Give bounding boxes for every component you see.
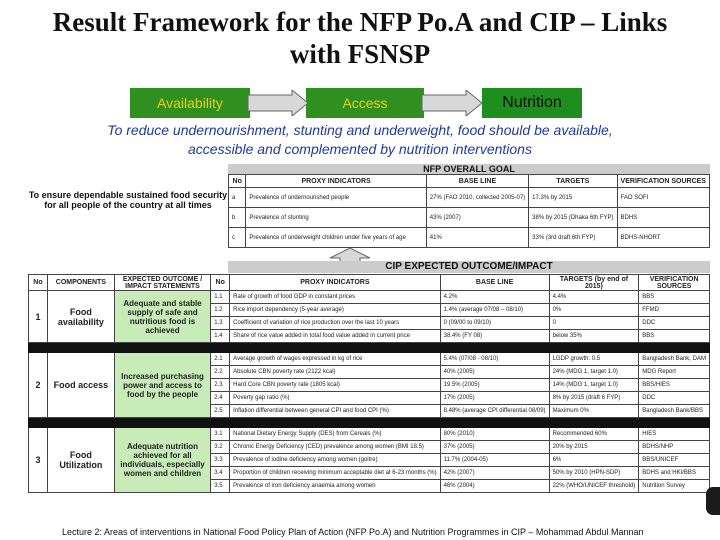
cell: 1.1	[211, 291, 230, 304]
subtitle-line-1: To reduce undernourishment, stunting and underweight, food should be available,	[107, 122, 613, 138]
table-row	[229, 188, 710, 208]
header-outcome: EXPECTED OUTCOME / IMPACT STATEMENTS	[114, 275, 210, 291]
outcome-statement: Increased purchasing power and access to food by the people	[114, 353, 210, 418]
cell: 0	[549, 317, 639, 330]
cell: Nutrition Survey	[639, 480, 710, 493]
cell: 2.3	[211, 379, 230, 392]
divider-cell	[29, 343, 710, 353]
cip-table	[28, 274, 710, 493]
cell: 19.5% (2005)	[440, 379, 549, 392]
cell: 40% (2005)	[440, 366, 549, 379]
cell: Rice import dependency (5-year average)	[230, 304, 440, 317]
goal-table	[228, 174, 710, 248]
cell: 3.3	[211, 454, 230, 467]
header-components: COMPONENTS	[47, 275, 114, 291]
cip-banner: CIP EXPECTED OUTCOME/IMPACT	[228, 261, 710, 273]
goal-banner: NFP OVERALL GOAL	[228, 164, 710, 174]
section-divider	[29, 418, 710, 428]
cell: 38% by 2015 (Dhaka 6th FYP)	[529, 208, 617, 228]
cell: Prevalence of iron deficiency anaemia among women	[230, 480, 440, 493]
cell: 1.2	[211, 304, 230, 317]
cell: MDG Report	[639, 366, 710, 379]
cell: 80% (2010)	[440, 428, 549, 441]
cell: 2.4	[211, 392, 230, 405]
cell: Recommended 60%	[549, 428, 639, 441]
cell: 3.4	[211, 467, 230, 480]
component-label: Food Utilization	[47, 428, 114, 493]
cell: 17% (2005)	[440, 392, 549, 405]
cell: 27% (FAO 2010, collected 2005-07)	[426, 188, 528, 208]
cell: 1.4	[211, 330, 230, 343]
cell: Prevalence of iodine deficiency among women (goitre)	[230, 454, 440, 467]
cell: 20% by 2015	[549, 441, 639, 454]
page-title	[0, 6, 720, 70]
table-row	[229, 208, 710, 228]
cell: LGDP growth: 0.5	[549, 353, 639, 366]
header-baseline: BASE LINE	[426, 175, 528, 188]
cell: c	[229, 228, 246, 248]
title-line-2: with FSNSP	[289, 39, 431, 69]
table-row	[229, 228, 710, 248]
cell: 50% by 2010 (HPN-SDP)	[549, 467, 639, 480]
cell: Prevalence of stunting	[246, 208, 426, 228]
title-line-1: Result Framework for the NFP Po.A and CIP – Links	[52, 7, 668, 37]
cell: BBS	[639, 330, 710, 343]
cell: 0 (09/00 to 09/10)	[440, 317, 549, 330]
cell: 8% by 2015 (draft 6 FYP)	[549, 392, 639, 405]
header-no: No	[29, 275, 48, 291]
cell: Rate of growth of food GDP in constant prices	[230, 291, 440, 304]
footer-caption: Lecture 2: Areas of interventions in National Food Policy Plan of Action (NFP Po.A) and Nutrition Programmes in CIP – Mohammad Abdul Mannan	[62, 527, 644, 537]
header-sources: VERIFICATION SOURCES	[617, 175, 709, 188]
cell: Bangladesh Bank, DAM	[639, 353, 710, 366]
table-row	[29, 428, 710, 441]
header-sources: VERIFICATION SOURCES	[639, 275, 710, 291]
flow-nutrition: Nutrition	[482, 88, 582, 118]
cell: a	[229, 188, 246, 208]
outcome-statement: Adequate and stable supply of safe and nutritious food is achieved	[114, 291, 210, 343]
cell: 8.48% (average CPI differential 08/09)	[440, 405, 549, 418]
cell: 3.1	[211, 428, 230, 441]
cell: Hard Core CBN poverty rate (1805 kcal)	[230, 379, 440, 392]
cell: 3.2	[211, 441, 230, 454]
cell: BDHS/NHP	[639, 441, 710, 454]
cell: below 35%	[549, 330, 639, 343]
cell: BDHS-NHORT	[617, 228, 709, 248]
table-row	[29, 291, 710, 304]
side-decoration	[706, 487, 720, 515]
cell: Maximum 0%	[549, 405, 639, 418]
goal-table-header	[229, 175, 710, 188]
cell: 11.7% (2004-05)	[440, 454, 549, 467]
cell: 14% (MDG 1, target 1.0)	[549, 379, 639, 392]
flow-access: Access	[306, 88, 424, 118]
cell: 4.2%	[440, 291, 549, 304]
cell: Coefficient of variation of rice production over the last 10 years	[230, 317, 440, 330]
cell: Inflation differential between general CPI and food CPI (%)	[230, 405, 440, 418]
cell: Average growth of wages expressed in kg of rice	[230, 353, 440, 366]
cell: Proportion of children receiving minimum acceptable diet at 6-23 months (%)	[230, 467, 440, 480]
cell: 3.5	[211, 480, 230, 493]
section-divider	[29, 343, 710, 353]
divider-cell	[29, 418, 710, 428]
cell: National Dietary Energy Supply (DES) from Cereals (%)	[230, 428, 440, 441]
group-number: 3	[29, 428, 48, 493]
cell: 38.4% (FY 08)	[440, 330, 549, 343]
cell: 0%	[549, 304, 639, 317]
cell: BDHS and HKI/BBS	[639, 467, 710, 480]
cell: 22% (WHO/UNICEF threshold)	[549, 480, 639, 493]
cell: BBS/HIES	[639, 379, 710, 392]
cell: 2.2	[211, 366, 230, 379]
cell: 6%	[549, 454, 639, 467]
cell: b	[229, 208, 246, 228]
header-targets: TARGETS	[529, 175, 617, 188]
header-no: No	[229, 175, 246, 188]
cell: 1.4% (average 07/08 – 08/10)	[440, 304, 549, 317]
cell: 1.3	[211, 317, 230, 330]
cell: 2.1	[211, 353, 230, 366]
outcome-statement: Adequate nutrition achieved for all individuals, especially women and children	[114, 428, 210, 493]
goal-statement: To ensure dependable sustained food security for all people of the country at all times	[28, 190, 228, 210]
cell: Prevalence of undernourished people	[246, 188, 426, 208]
cell: FFMD	[639, 304, 710, 317]
cell: BBS/UNICEF	[639, 454, 710, 467]
header-proxy: PROXY INDICATORS	[230, 275, 440, 291]
group-number: 2	[29, 353, 48, 418]
cell: 33% (3rd draft 6th FYP)	[529, 228, 617, 248]
cell: 43% (2007)	[426, 208, 528, 228]
cell: DDC	[639, 392, 710, 405]
cell: Absolute CBN poverty rate (2122 kcal)	[230, 366, 440, 379]
cell: Share of rice value added in total food value added in current price	[230, 330, 440, 343]
flow-arrow-2-icon	[422, 90, 484, 116]
component-label: Food access	[47, 353, 114, 418]
table-row	[29, 353, 710, 366]
header-proxy: PROXY INDICATORS	[246, 175, 426, 188]
cell: DDC	[639, 317, 710, 330]
cell: 17.3% by 2015	[529, 188, 617, 208]
header-indicator-no: No	[211, 275, 230, 291]
cell: 2.5	[211, 405, 230, 418]
up-arrow-icon	[320, 248, 380, 262]
subtitle	[10, 121, 710, 159]
cell: 46% (2004)	[440, 480, 549, 493]
cell: Prevalence of underweight children under five years of age	[246, 228, 426, 248]
cell: BDHS	[617, 208, 709, 228]
cell: Chronic Energy Deficiency (CED) prevalence among women (BMI 18.5)	[230, 441, 440, 454]
subtitle-line-2: accessible and complemented by nutrition interventions	[188, 141, 532, 157]
header-baseline: BASE LINE	[440, 275, 549, 291]
cell: 41%	[426, 228, 528, 248]
flow-availability: Availability	[130, 88, 250, 118]
cell: FAO SOFI	[617, 188, 709, 208]
cell: 42% (2007)	[440, 467, 549, 480]
cell: 24% (MDG 1, target 1.0)	[549, 366, 639, 379]
cell: 5.4% (07/08 - 08/10)	[440, 353, 549, 366]
cell: 37% (2005)	[440, 441, 549, 454]
cip-table-header	[29, 275, 710, 291]
cell: 4.4%	[549, 291, 639, 304]
cell: Poverty gap ratio (%)	[230, 392, 440, 405]
flow-arrow-1-icon	[248, 90, 310, 116]
header-targets: TARGETS (by end of 2015)	[549, 275, 639, 291]
cell: BBS	[639, 291, 710, 304]
component-label: Food availability	[47, 291, 114, 343]
cell: HIES	[639, 428, 710, 441]
cell: Bangladesh Bank/BBS	[639, 405, 710, 418]
group-number: 1	[29, 291, 48, 343]
